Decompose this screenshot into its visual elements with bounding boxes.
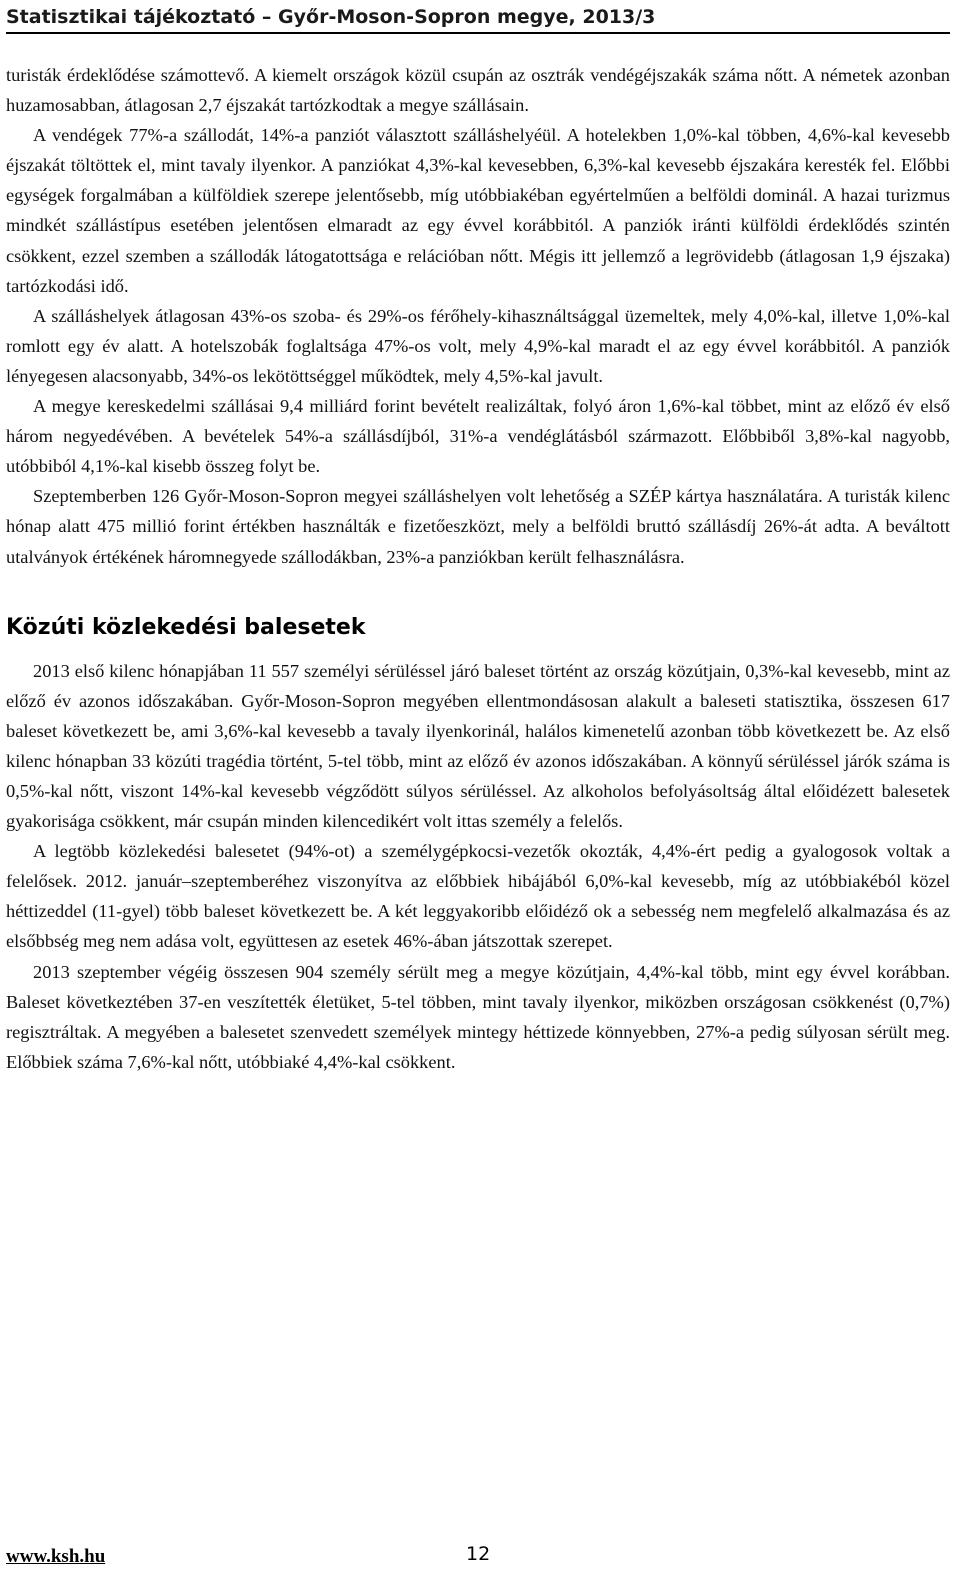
footer-link[interactable]: www.ksh.hu <box>6 1546 106 1567</box>
document-body <box>6 60 950 1077</box>
page-number: 12 <box>466 1543 491 1565</box>
paragraph: A legtöbb közlekedési balesetet (94%-ot) a személygépkocsi-vezetők okozták, 4,4%-ért pedig a gyalogosok voltak a felelősek. 2012. január–szeptemberéhez viszonyítva az előbbiek hibájából 6,0%-kal kevesebb, míg az utóbbiakéból közel héttizeddel (11-gyel) több baleset következett be. A két leggyakoribb előidéző ok a sebesség nem megfelelő alkalmazása és az elsőbbség meg nem adása volt, együttesen az esetek 46%-ában játszottak szerepet. <box>6 841 950 952</box>
paragraph: A megye kereskedelmi szállásai 9,4 milliárd forint bevételt realizáltak, folyó áron 1,6%-kal többet, mint az előző év első három negyedévében. A bevételek 54%-a szállásdíjból, 31%-a vendéglátásból származott. Előbbiből 3,8%-kal nagyobb, utóbbiból 4,1%-kal kisebb összeg folyt be. <box>6 396 950 477</box>
header-title: Statisztikai tájékoztató – Győr-Moson-Sopron megye, 2013/3 <box>6 6 656 28</box>
page-header <box>6 0 950 34</box>
paragraph: A vendégek 77%-a szállodát, 14%-a panziót választott szálláshelyéül. A hotelekben 1,0%-kal többen, 4,6%-kal kevesebb éjszakát töltöttek el, mint tavaly ilyenkor. A panziókat 4,3%-kal kevesebben, 6,3%-kal kevesebb éjszakára keresték fel. Előbbi egységek forgalmában a külföldiek szerepe jelentősebb, míg utóbbiakéban egyértelműen a belföldi dominál. A hazai turizmus mindkét szállástípus esetében jelentősen elmaradt az egy évvel korábbitól. A panziók iránti külföldi érdeklődés szintén csökkent, ezzel szemben a szállodák látogatottsága e relációban nőtt. Mégis itt jellemző a legrövidebb (átlagosan 1,9 éjszaka) tartózkodási idő. <box>6 125 950 296</box>
section-heading: Közúti közlekedési balesetek <box>6 614 366 640</box>
paragraph: 2013 első kilenc hónapjában 11 557 személyi sérüléssel járó baleset történt az ország közútjain, 0,3%-kal kevesebb, mint az előző év azonos időszakában. Győr-Moson-Sopron megyében ellentmondásosan alakult a baleseti statisztika, összesen 617 baleset következett be, ami 3,6%-kal kevesebb a tavaly ilyenkorinál, halálos kimenetelű azonban több következett be. Az első kilenc hónapban 33 közúti tragédia történt, 5-tel több, mint az előző év azonos időszakában. A könnyű sérüléssel járók száma is 0,5%-kal nőtt, viszont 14%-kal kevesebb végződött súlyos sérüléssel. Az alkoholos befolyásoltság által előidézett balesetek gyakorisága csökkent, már csupán minden kilencedikért volt ittas személy a felelős. <box>6 660 950 832</box>
paragraph: A szálláshelyek átlagosan 43%-os szoba- és 29%-os férőhely-kihasználtsággal üzemeltek, mely 4,0%-kal, illetve 1,0%-kal romlott egy év alatt. A hotelszobák foglaltsága 47%-os volt, mely 4,9%-kal maradt el az egy évvel korábbitól. A panziók lényegesen alacsonyabb, 34%-os lekötöttséggel működtek, mely 4,5%-kal javult. <box>6 305 950 386</box>
paragraph: 2013 szeptember végéig összesen 904 személy sérült meg a megye közútjain, 4,4%-kal több, mint egy évvel korábban. Baleset következtében 37-en veszítették életüket, 5-tel többen, mint tavaly ilyenkor, miközben országosan csökkenést (0,7%) regisztráltak. A megyében a balesetet szenvedett személyek mintegy héttizede könnyebben, 27%-a pedig súlyosan sérült meg. Előbbiek száma 7,6%-kal nőtt, utóbbiaké 4,4%-kal csökkent. <box>6 961 950 1072</box>
paragraph: Szeptemberben 126 Győr-Moson-Sopron megyei szálláshelyen volt lehetőség a SZÉP kártya használatára. A turisták kilenc hónap alatt 475 millió forint értékben használták e fizetőeszközt, mely a belföldi bruttó szállásdíj 26%-át adta. A beváltott utalványok értékének háromnegyede szállodákban, 23%-a panziókban került felhasználásra. <box>6 486 950 567</box>
paragraph-continuation: turisták érdeklődése számottevő. A kiemelt országok közül csupán az osztrák vendégéjszakák száma nőtt. A németek azonban huzamosabban, átlagosan 2,7 éjszakát tartózkodtak a megye szállásain. <box>6 65 950 116</box>
